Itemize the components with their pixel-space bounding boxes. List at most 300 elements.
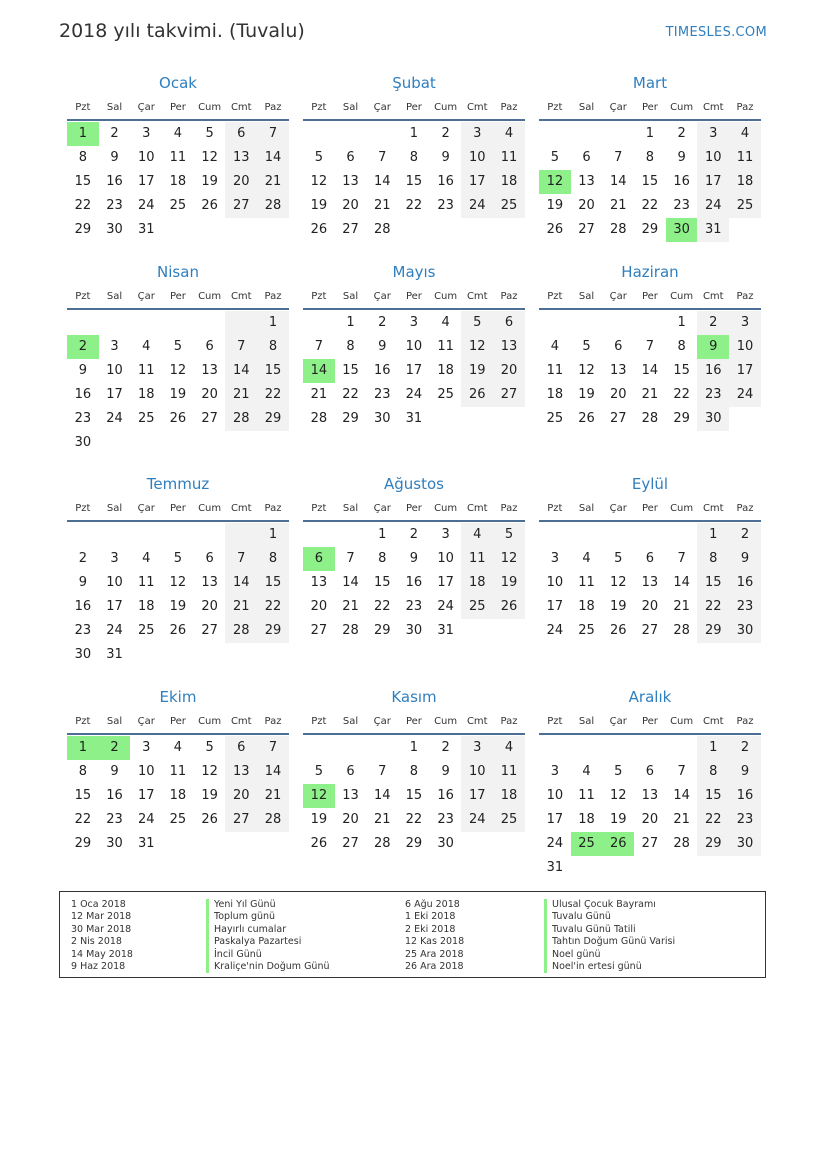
- day-cell: 20: [641, 599, 659, 614]
- empty-cell: [666, 736, 698, 760]
- day-cell: 20: [201, 387, 218, 402]
- day-cell: 26: [493, 595, 525, 619]
- holiday-day-cell: 12: [539, 170, 571, 194]
- day-cell: 5: [461, 311, 493, 335]
- month-1: [67, 73, 289, 242]
- day-cell: 31: [697, 218, 729, 242]
- empty-cell: [366, 736, 398, 760]
- day-cell: 4: [582, 764, 591, 779]
- weekday-label: Çar: [609, 290, 627, 302]
- weekday-label: Cum: [670, 290, 694, 302]
- day-cell: 24: [729, 383, 761, 407]
- legend-holiday-date: 9 Haz 2018: [71, 960, 126, 972]
- empty-cell: [539, 523, 571, 547]
- day-cell: 30: [106, 836, 123, 851]
- weekday-label: Cmt: [230, 502, 252, 514]
- day-cell: 14: [257, 146, 289, 170]
- weekday-label: Sal: [106, 290, 123, 302]
- month-name: Haziran: [621, 263, 679, 281]
- weekday-header: [67, 709, 289, 735]
- weekday-label: Çar: [373, 502, 391, 514]
- day-cell: 8: [257, 547, 289, 571]
- day-cell: 29: [641, 222, 659, 237]
- day-cell: 15: [74, 788, 92, 803]
- day-cell: 14: [257, 760, 289, 784]
- weekday-label: Paz: [736, 502, 754, 514]
- day-cell: 3: [441, 527, 450, 542]
- weekday-label: Paz: [500, 502, 518, 514]
- day-cell: 28: [225, 619, 257, 643]
- day-cell: 9: [378, 339, 387, 354]
- day-cell: 1: [257, 523, 289, 547]
- weekday-label: Sal: [342, 101, 359, 113]
- day-cell: 25: [493, 194, 525, 218]
- day-cell: 12: [609, 788, 627, 803]
- month-5: [303, 262, 525, 431]
- day-cell: 4: [493, 122, 525, 146]
- month-name: Ağustos: [384, 475, 444, 493]
- month-6: [539, 262, 761, 431]
- day-cell: 26: [201, 812, 218, 827]
- day-cell: 21: [310, 387, 328, 402]
- month-name: Şubat: [392, 74, 436, 92]
- day-cell: 16: [405, 575, 423, 590]
- day-cell: 6: [205, 339, 214, 354]
- day-cell: 20: [342, 812, 359, 827]
- day-cell: 15: [405, 788, 423, 803]
- day-cell: 16: [74, 387, 92, 402]
- day-cell: 24: [461, 194, 493, 218]
- day-cell: 28: [310, 411, 328, 426]
- day-cell: 7: [346, 551, 355, 566]
- day-cell: 19: [493, 571, 525, 595]
- empty-cell: [571, 736, 603, 760]
- day-cell: 16: [729, 571, 761, 595]
- day-cell: 17: [729, 359, 761, 383]
- weekday-label: Paz: [500, 290, 518, 302]
- empty-cell: [194, 523, 226, 547]
- weekday-label: Pzt: [311, 715, 327, 727]
- legend-holiday-name: Paskalya Pazartesi: [206, 936, 330, 948]
- weekday-label: Per: [169, 715, 186, 727]
- day-cell: 12: [493, 547, 525, 571]
- legend-holiday-name: Kraliçe'nin Doğum Günü: [206, 961, 330, 973]
- day-cell: 8: [697, 760, 729, 784]
- weekday-label: Cum: [434, 101, 458, 113]
- weekday-label: Paz: [264, 502, 282, 514]
- holiday-day-cell: 9: [697, 335, 729, 359]
- day-cell: 30: [373, 411, 391, 426]
- weekday-label: Pzt: [75, 502, 91, 514]
- day-cell: 3: [550, 764, 559, 779]
- empty-cell: [99, 311, 131, 335]
- day-cell: 22: [74, 812, 92, 827]
- day-cell: 31: [137, 836, 155, 851]
- day-cell: 10: [137, 764, 155, 779]
- month-name: Ekim: [159, 688, 197, 706]
- day-cell: 17: [461, 784, 493, 808]
- day-cell: 28: [673, 623, 690, 638]
- weekday-header: [539, 709, 761, 735]
- empty-cell: [99, 523, 131, 547]
- day-cell: 30: [729, 832, 761, 856]
- day-cell: 25: [461, 595, 493, 619]
- day-cell: 22: [373, 599, 391, 614]
- day-cell: 20: [609, 387, 627, 402]
- day-cell: 9: [729, 760, 761, 784]
- day-cell: 20: [225, 784, 257, 808]
- legend-holiday-date: 12 Mar 2018: [71, 911, 132, 923]
- day-cell: 9: [441, 764, 450, 779]
- day-cell: 3: [110, 551, 119, 566]
- weekday-label: Pzt: [547, 715, 563, 727]
- day-cell: 22: [342, 387, 359, 402]
- day-grid: [303, 122, 525, 242]
- weekday-label: Pzt: [311, 290, 327, 302]
- weekday-label: Sal: [578, 290, 595, 302]
- day-cell: 19: [609, 812, 627, 827]
- day-cell: 28: [257, 194, 289, 218]
- day-cell: 30: [729, 619, 761, 643]
- day-grid: [67, 736, 289, 856]
- empty-cell: [303, 122, 335, 146]
- weekday-label: Cmt: [702, 101, 724, 113]
- day-cell: 7: [677, 764, 686, 779]
- weekday-label: Per: [641, 502, 658, 514]
- day-cell: 22: [74, 198, 92, 213]
- day-grid: [539, 122, 761, 242]
- day-cell: 23: [437, 812, 454, 827]
- day-cell: 30: [106, 222, 123, 237]
- day-cell: 23: [729, 595, 761, 619]
- day-cell: 13: [225, 146, 257, 170]
- day-cell: 28: [609, 222, 627, 237]
- empty-cell: [634, 311, 666, 335]
- day-cell: 18: [169, 174, 187, 189]
- day-cell: 11: [729, 146, 761, 170]
- day-cell: 1: [378, 527, 387, 542]
- day-cell: 13: [641, 575, 659, 590]
- day-grid: [67, 311, 289, 455]
- weekday-label: Cmt: [230, 290, 252, 302]
- day-cell: 21: [673, 599, 690, 614]
- day-cell: 23: [437, 198, 454, 213]
- day-cell: 19: [310, 812, 328, 827]
- day-cell: 27: [342, 222, 359, 237]
- weekday-label: Çar: [609, 101, 627, 113]
- day-cell: 26: [609, 623, 627, 638]
- day-cell: 30: [74, 647, 92, 662]
- empty-cell: [162, 523, 194, 547]
- day-cell: 5: [173, 339, 183, 354]
- day-cell: 11: [493, 760, 525, 784]
- holiday-day-cell: 1: [67, 122, 99, 146]
- weekday-header: [67, 496, 289, 522]
- legend-holiday-name: Noel'in ertesi günü: [544, 961, 675, 973]
- weekday-label: Cum: [434, 715, 458, 727]
- day-cell: 21: [225, 595, 257, 619]
- weekday-label: Cmt: [702, 290, 724, 302]
- day-cell: 30: [697, 407, 729, 431]
- day-cell: 1: [697, 736, 729, 760]
- day-grid: [303, 523, 525, 643]
- day-cell: 31: [106, 647, 123, 662]
- day-cell: 27: [609, 411, 627, 426]
- day-cell: 25: [578, 623, 595, 638]
- day-cell: 24: [546, 836, 564, 851]
- empty-cell: [539, 122, 571, 146]
- month-name: Temmuz: [146, 475, 210, 493]
- day-cell: 18: [137, 599, 155, 614]
- day-cell: 29: [257, 619, 289, 643]
- month-name: Aralık: [628, 688, 672, 706]
- empty-cell: [67, 523, 99, 547]
- weekday-label: Per: [169, 101, 186, 113]
- weekday-label: Per: [405, 290, 422, 302]
- day-cell: 18: [169, 788, 187, 803]
- holiday-day-cell: 14: [303, 359, 335, 383]
- day-cell: 20: [578, 198, 595, 213]
- weekday-header: [539, 284, 761, 310]
- day-cell: 8: [645, 150, 655, 165]
- legend-holiday-date: 6 Ağu 2018: [405, 899, 460, 910]
- day-cell: 3: [142, 740, 151, 755]
- legend-holiday-name: Toplum günü: [206, 911, 330, 923]
- day-cell: 16: [106, 788, 123, 803]
- day-cell: 24: [697, 194, 729, 218]
- weekday-label: Cum: [670, 502, 694, 514]
- day-cell: 12: [169, 575, 187, 590]
- brand-link[interactable]: TIMESLES.COM: [665, 25, 767, 40]
- weekday-label: Paz: [736, 101, 754, 113]
- day-cell: 15: [405, 174, 423, 189]
- day-cell: 22: [405, 198, 423, 213]
- day-cell: 24: [106, 411, 123, 426]
- legend-left-dates: [71, 899, 133, 973]
- day-cell: 8: [378, 551, 387, 566]
- day-cell: 7: [257, 736, 289, 760]
- weekday-header: [303, 496, 525, 522]
- day-cell: 31: [137, 222, 155, 237]
- legend-holiday-name: Tuvalu Günü: [544, 911, 675, 923]
- day-grid: [67, 523, 289, 667]
- day-cell: 12: [201, 764, 218, 779]
- legend-holiday-name: Tuvalu Günü Tatili: [544, 924, 675, 936]
- day-cell: 6: [582, 150, 591, 165]
- holiday-day-cell: 12: [303, 784, 335, 808]
- month-name: Eylül: [631, 475, 669, 493]
- weekday-label: Cmt: [702, 502, 724, 514]
- day-cell: 16: [437, 174, 454, 189]
- weekday-label: Çar: [373, 715, 391, 727]
- day-cell: 17: [405, 363, 423, 378]
- day-cell: 21: [373, 812, 391, 827]
- day-cell: 11: [578, 575, 595, 590]
- weekday-label: Pzt: [75, 290, 91, 302]
- weekday-label: Çar: [137, 715, 155, 727]
- day-cell: 17: [437, 575, 454, 590]
- day-cell: 28: [225, 407, 257, 431]
- day-cell: 25: [729, 194, 761, 218]
- day-cell: 3: [461, 736, 493, 760]
- day-cell: 14: [673, 788, 690, 803]
- day-cell: 3: [697, 122, 729, 146]
- day-cell: 6: [645, 551, 655, 566]
- weekday-label: Sal: [106, 101, 123, 113]
- day-cell: 13: [578, 174, 595, 189]
- weekday-label: Sal: [578, 715, 595, 727]
- day-cell: 21: [257, 784, 289, 808]
- day-cell: 6: [205, 551, 214, 566]
- empty-cell: [602, 523, 634, 547]
- weekday-label: Paz: [500, 715, 518, 727]
- day-cell: 17: [137, 174, 155, 189]
- month-10: [67, 687, 289, 856]
- day-cell: 7: [257, 122, 289, 146]
- day-cell: 10: [106, 363, 123, 378]
- day-cell: 23: [106, 812, 123, 827]
- day-cell: 4: [441, 315, 450, 330]
- day-cell: 24: [437, 599, 454, 614]
- day-cell: 30: [405, 623, 423, 638]
- day-cell: 8: [409, 150, 419, 165]
- empty-cell: [130, 311, 162, 335]
- day-cell: 16: [74, 599, 92, 614]
- weekday-header: [303, 709, 525, 735]
- day-cell: 23: [106, 198, 123, 213]
- day-cell: 24: [106, 623, 123, 638]
- legend-holiday-name: Hayırlı cumalar: [206, 924, 330, 936]
- weekday-label: Cmt: [230, 101, 252, 113]
- day-cell: 6: [225, 122, 257, 146]
- empty-cell: [225, 523, 257, 547]
- day-cell: 6: [614, 339, 623, 354]
- day-cell: 23: [729, 808, 761, 832]
- day-cell: 29: [373, 623, 391, 638]
- day-cell: 7: [645, 339, 655, 354]
- day-cell: 10: [546, 788, 564, 803]
- weekday-label: Çar: [609, 715, 627, 727]
- day-cell: 4: [493, 736, 525, 760]
- day-cell: 8: [257, 335, 289, 359]
- day-cell: 17: [106, 387, 123, 402]
- day-cell: 15: [257, 359, 289, 383]
- holiday-day-cell: 2: [67, 335, 99, 359]
- month-2: [303, 73, 525, 242]
- day-cell: 4: [142, 551, 151, 566]
- day-cell: 19: [201, 174, 218, 189]
- legend-holiday-date: 26 Ara 2018: [405, 960, 464, 972]
- day-cell: 26: [546, 222, 564, 237]
- day-cell: 29: [697, 832, 729, 856]
- weekday-label: Cum: [434, 502, 458, 514]
- day-cell: 27: [310, 623, 328, 638]
- day-cell: 17: [461, 170, 493, 194]
- legend-right-names: [544, 899, 675, 973]
- day-cell: 1: [697, 523, 729, 547]
- day-cell: 13: [201, 363, 218, 378]
- legend-holiday-date: 2 Eki 2018: [405, 923, 456, 935]
- day-cell: 2: [677, 126, 686, 141]
- empty-cell: [366, 122, 398, 146]
- empty-cell: [602, 736, 634, 760]
- legend-left-names: [206, 899, 330, 973]
- day-cell: 2: [729, 736, 761, 760]
- day-cell: 6: [645, 764, 655, 779]
- day-cell: 15: [673, 363, 690, 378]
- day-cell: 18: [137, 387, 155, 402]
- day-cell: 2: [729, 523, 761, 547]
- day-cell: 11: [437, 339, 454, 354]
- day-cell: 11: [461, 547, 493, 571]
- weekday-label: Paz: [264, 290, 282, 302]
- month-name: Mart: [632, 74, 668, 92]
- day-cell: 26: [310, 222, 328, 237]
- day-cell: 27: [201, 623, 218, 638]
- day-cell: 14: [373, 788, 391, 803]
- weekday-label: Paz: [736, 290, 754, 302]
- weekday-label: Per: [405, 502, 422, 514]
- day-cell: 9: [78, 575, 87, 590]
- day-cell: 27: [201, 411, 218, 426]
- month-name: Nisan: [157, 263, 199, 281]
- month-8: [303, 474, 525, 643]
- day-cell: 20: [493, 359, 525, 383]
- day-cell: 13: [641, 788, 659, 803]
- holiday-day-cell: 25: [571, 832, 603, 856]
- day-cell: 16: [697, 359, 729, 383]
- day-cell: 15: [342, 363, 359, 378]
- day-cell: 19: [546, 198, 564, 213]
- legend-holiday-date: 14 May 2018: [71, 948, 133, 960]
- day-cell: 9: [409, 551, 419, 566]
- day-cell: 31: [405, 411, 423, 426]
- weekday-label: Per: [405, 101, 422, 113]
- day-cell: 29: [257, 407, 289, 431]
- empty-cell: [571, 311, 603, 335]
- weekday-label: Per: [169, 290, 186, 302]
- weekday-label: Sal: [342, 715, 359, 727]
- day-cell: 18: [493, 170, 525, 194]
- empty-cell: [634, 736, 666, 760]
- day-cell: 6: [346, 150, 355, 165]
- day-cell: 19: [310, 198, 328, 213]
- day-cell: 7: [378, 150, 387, 165]
- day-cell: 1: [677, 315, 686, 330]
- day-cell: 1: [346, 315, 355, 330]
- day-cell: 20: [310, 599, 328, 614]
- weekday-label: Paz: [500, 101, 518, 113]
- weekday-label: Per: [641, 101, 658, 113]
- month-name: Mayıs: [392, 263, 436, 281]
- empty-cell: [335, 736, 367, 760]
- day-cell: 11: [493, 146, 525, 170]
- holiday-legend: [59, 891, 766, 978]
- legend-holiday-name: Tahtın Doğum Günü Varisi: [544, 936, 675, 948]
- day-cell: 11: [169, 150, 187, 165]
- day-cell: 22: [257, 595, 289, 619]
- day-cell: 13: [201, 575, 218, 590]
- day-cell: 15: [74, 174, 92, 189]
- day-cell: 15: [697, 571, 729, 595]
- weekday-label: Sal: [106, 715, 123, 727]
- empty-cell: [571, 122, 603, 146]
- day-cell: 23: [673, 198, 690, 213]
- day-cell: 16: [729, 784, 761, 808]
- weekday-label: Pzt: [311, 101, 327, 113]
- day-cell: 26: [169, 411, 187, 426]
- day-cell: 29: [405, 836, 423, 851]
